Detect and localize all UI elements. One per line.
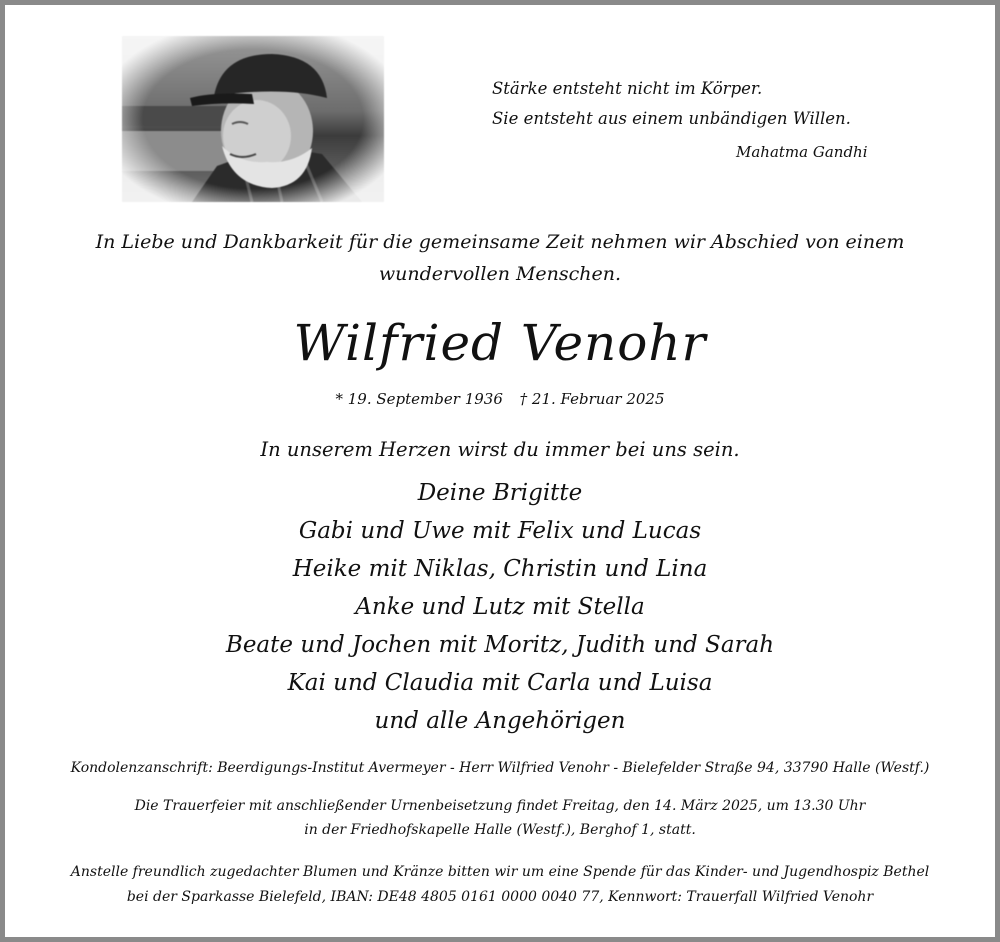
quote-line: Stärke entsteht nicht im Körper. xyxy=(492,79,763,98)
family-line: Kai und Claudia mit Carla und Luisa xyxy=(287,670,713,696)
family-line: Gabi und Uwe mit Felix und Lucas xyxy=(298,518,702,544)
heart-line: In unserem Herzen wirst du immer bei uns sein. xyxy=(260,438,740,461)
service-line: in der Friedhofskapelle Halle (Westf.), Berghof 1, statt. xyxy=(304,822,696,838)
quote-author: Mahatma Gandhi xyxy=(736,143,868,161)
quote-line: Sie entsteht aus einem unbändigen Willen. xyxy=(492,109,851,128)
family-line: Deine Brigitte xyxy=(417,480,583,506)
family-line: Beate und Jochen mit Moritz, Judith und Sarah xyxy=(225,632,775,658)
family-line: und alle Angehörigen xyxy=(374,708,626,734)
donation-line: bei der Sparkasse Bielefeld, IBAN: DE48 4805 0161 0000 0040 77, Kennwort: Trauerfall Wilfried Venohr xyxy=(126,889,874,905)
condolence-address: Kondolenzanschrift: Beerdigungs-Institut Avermeyer - Herr Wilfried Venohr - Bielefelder Straße 94, 33790 Halle (Westf.) xyxy=(70,760,930,776)
life-dates xyxy=(0,390,1000,408)
intro-line: wundervollen Menschen. xyxy=(378,263,622,285)
quote xyxy=(492,74,912,134)
family-list xyxy=(0,474,1000,740)
deceased-name: Wilfried Venohr xyxy=(293,314,707,372)
birth-date: * 19. September 1936 xyxy=(335,390,503,408)
service-line: Die Trauerfeier mit anschließender Urnenbeisetzung findet Freitag, den 14. März 2025, um 13.30 Uhr xyxy=(134,798,866,814)
intro-line: In Liebe und Dankbarkeit für die gemeinsame Zeit nehmen wir Abschied von einem xyxy=(95,231,905,253)
death-date: † 21. Februar 2025 xyxy=(519,390,665,408)
family-line: Anke und Lutz mit Stella xyxy=(355,594,645,620)
portrait-photo xyxy=(122,36,384,202)
family-line: Heike mit Niklas, Christin und Lina xyxy=(292,556,708,582)
donation-line: Anstelle freundlich zugedachter Blumen und Kränze bitten wir um eine Spende für das Kinder- und Jugendhospiz Bethel xyxy=(70,864,930,880)
